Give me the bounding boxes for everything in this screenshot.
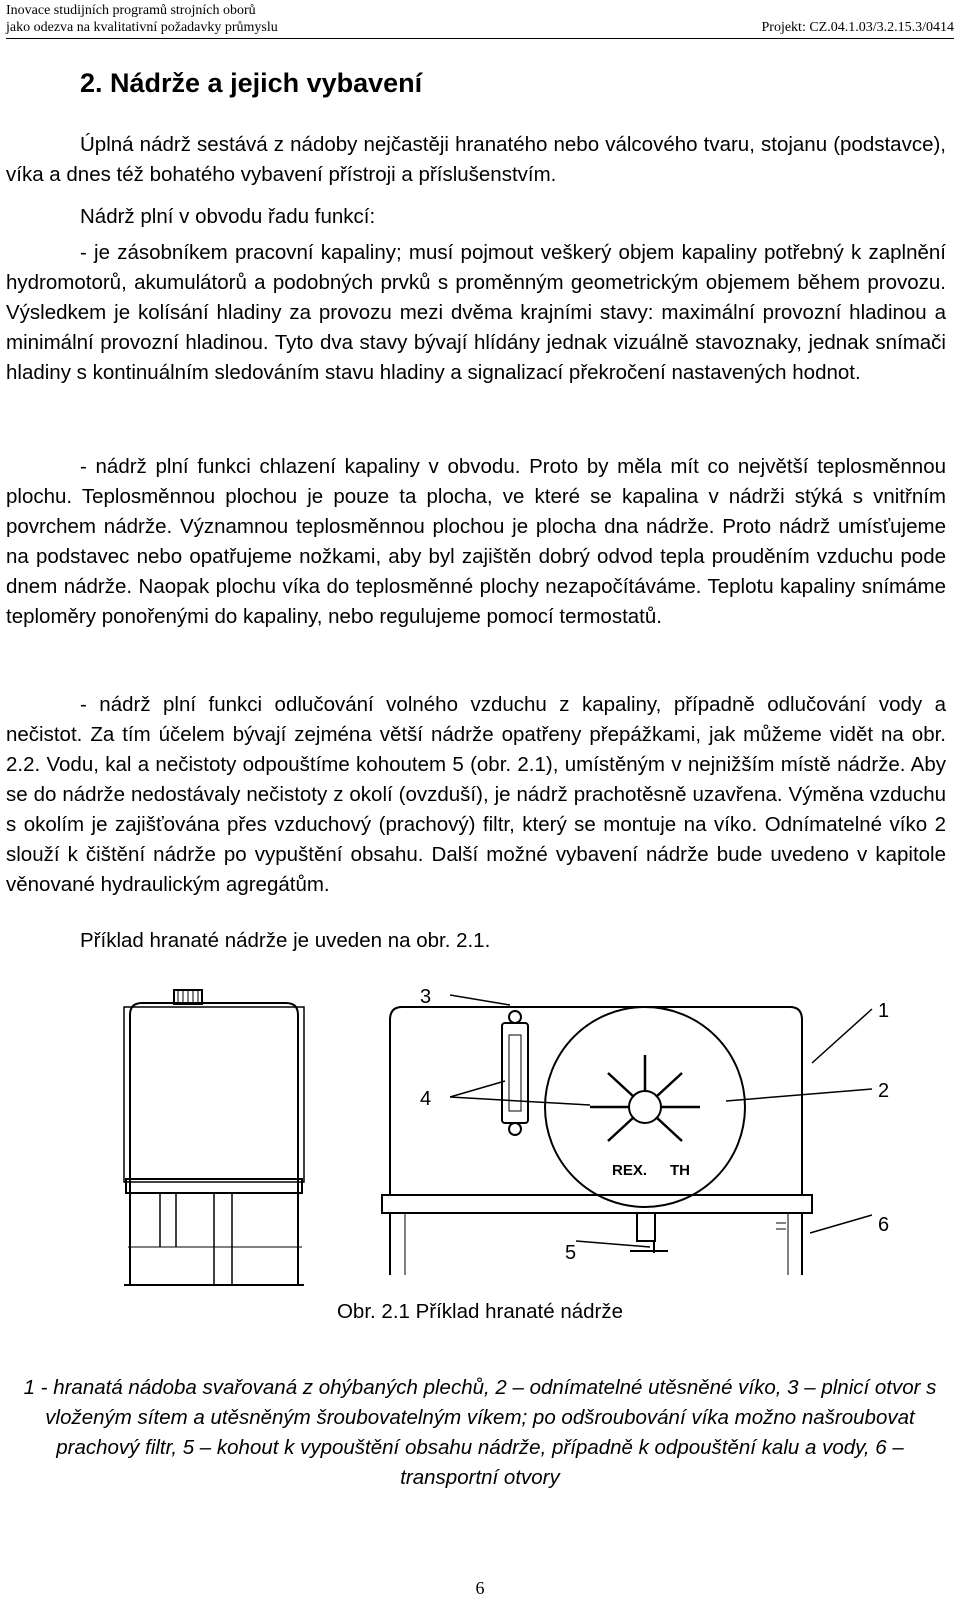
cover-text-rex: REX. bbox=[612, 1162, 648, 1179]
page-number: 6 bbox=[475, 1578, 485, 1598]
paragraph-cooling: - nádrž plní funkci chlazení kapaliny v obvodu. Proto by měla mít co největší teplosměnnou plochu. Teplosměnnou plochou je pouze ta plocha, ve které se kapalina v nádrži stýká s vnitřním povrchem nádrže. Významnou teplosměnnou plochou je plocha dna nádrže. Proto nádrž umísťujeme na podstavec nebo opatřujeme nožkami, aby byl zajištěn dobrý odvod tepla prouděním vzduchu pode dnem nádrže. Naopak plochu víka do teplosměnné plochy nezapočítáváme. Teplotu kapaliny snímáme teploměry ponořenými do kapaliny, nebo regulujeme pomocí termostatů. bbox=[6, 455, 946, 628]
figure-caption: Obr. 2.1 Příklad hranaté nádrže bbox=[336, 1300, 624, 1323]
paragraph-functions: Nádrž plní v obvodu řadu funkcí: bbox=[80, 205, 376, 228]
section-title: 2. Nádrže a jejich vybavení bbox=[80, 68, 423, 98]
tank-drawing bbox=[120, 985, 920, 1315]
header-left bbox=[6, 2, 278, 36]
tank-side-view bbox=[124, 990, 304, 1285]
callout-5: 5 bbox=[565, 1242, 577, 1264]
paragraph-example: Příklad hranaté nádrže je uveden na obr. 2.1. bbox=[80, 929, 491, 952]
header-line1: Inovace studijních programů strojních oborů bbox=[6, 3, 256, 18]
cover-text-th: TH bbox=[670, 1162, 690, 1179]
page-header bbox=[6, 0, 954, 38]
paragraph-storage: - je zásobníkem pracovní kapaliny; musí pojmout veškerý objem kapaliny potřebný k zaplnění hydromotorů, akumulátorů a podobných prvků s proměnným geometrickým objemem během provozu. Výsledkem je kolísání hladiny za provozu mezi dvěma krajními stavy: maximální provozní hladinou a minimální provozní hladinou. Tyto dva stavy bývají hlídány jednak vizuálně stavoznaky, jednak snímači hladiny s kontinuálním sledováním stavu hladiny a signalizací překročení nastavených hodnot. bbox=[6, 241, 946, 384]
figure-legend: 1 - hranatá nádoba svařovaná z ohýbaných plechů, 2 – odnímatelné utěsněné víko, 3 – plnicí otvor s vloženým sítem a utěsněným šroubovatelným víkem; po odšroubování víka možno našroubovat prachový filtr, 5 – kohout k vypouštění obsahu nádrže, případně k odpouštění kalu a vody, 6 – transportní otvory bbox=[23, 1376, 937, 1489]
tank-front-view bbox=[382, 1007, 812, 1275]
header-rule bbox=[6, 38, 954, 39]
paragraph-intro: Úplná nádrž sestává z nádoby nejčastěji hranatého nebo válcového tvaru, stojanu (podstavce), víka a dnes též bohatého vybavení přístroji a příslušenstvím. bbox=[6, 133, 946, 186]
callout-6: 6 bbox=[878, 1214, 890, 1236]
header-line2: jako odezva na kvalitativní požadavky průmyslu bbox=[6, 20, 278, 35]
callout-4: 4 bbox=[420, 1088, 432, 1110]
callout-2: 2 bbox=[878, 1080, 890, 1102]
paragraph-separation: - nádrž plní funkci odlučování volného vzduchu z kapaliny, případně odlučování vody a nečistot. Za tím účelem bývají zejména větší nádrže opatřeny přepážkami, jak můžeme vidět na obr. 2.2. Vodu, kal a nečistoty odpouštíme kohoutem 5 (obr. 2.1), umístěným v nejnižším místě nádrže. Aby se do nádrže nedostávaly nečistoty z okolí (ovzduší), je nádrž prachotěsně uzavřena. Výměna vzduchu s okolím je zajišťována přes vzduchový (prachový) filtr, který se montuje na víko. Odnímatelné víko 2 slouží k čištění nádrže po vypuštění obsahu. Další možné vybavení nádrže bude uvedeno v kapitole věnované hydraulickým agregátům. bbox=[6, 693, 946, 896]
callout-3: 3 bbox=[420, 986, 432, 1008]
header-project: Projekt: CZ.04.1.03/3.2.15.3/0414 bbox=[761, 20, 954, 35]
callout-1: 1 bbox=[878, 1000, 890, 1022]
